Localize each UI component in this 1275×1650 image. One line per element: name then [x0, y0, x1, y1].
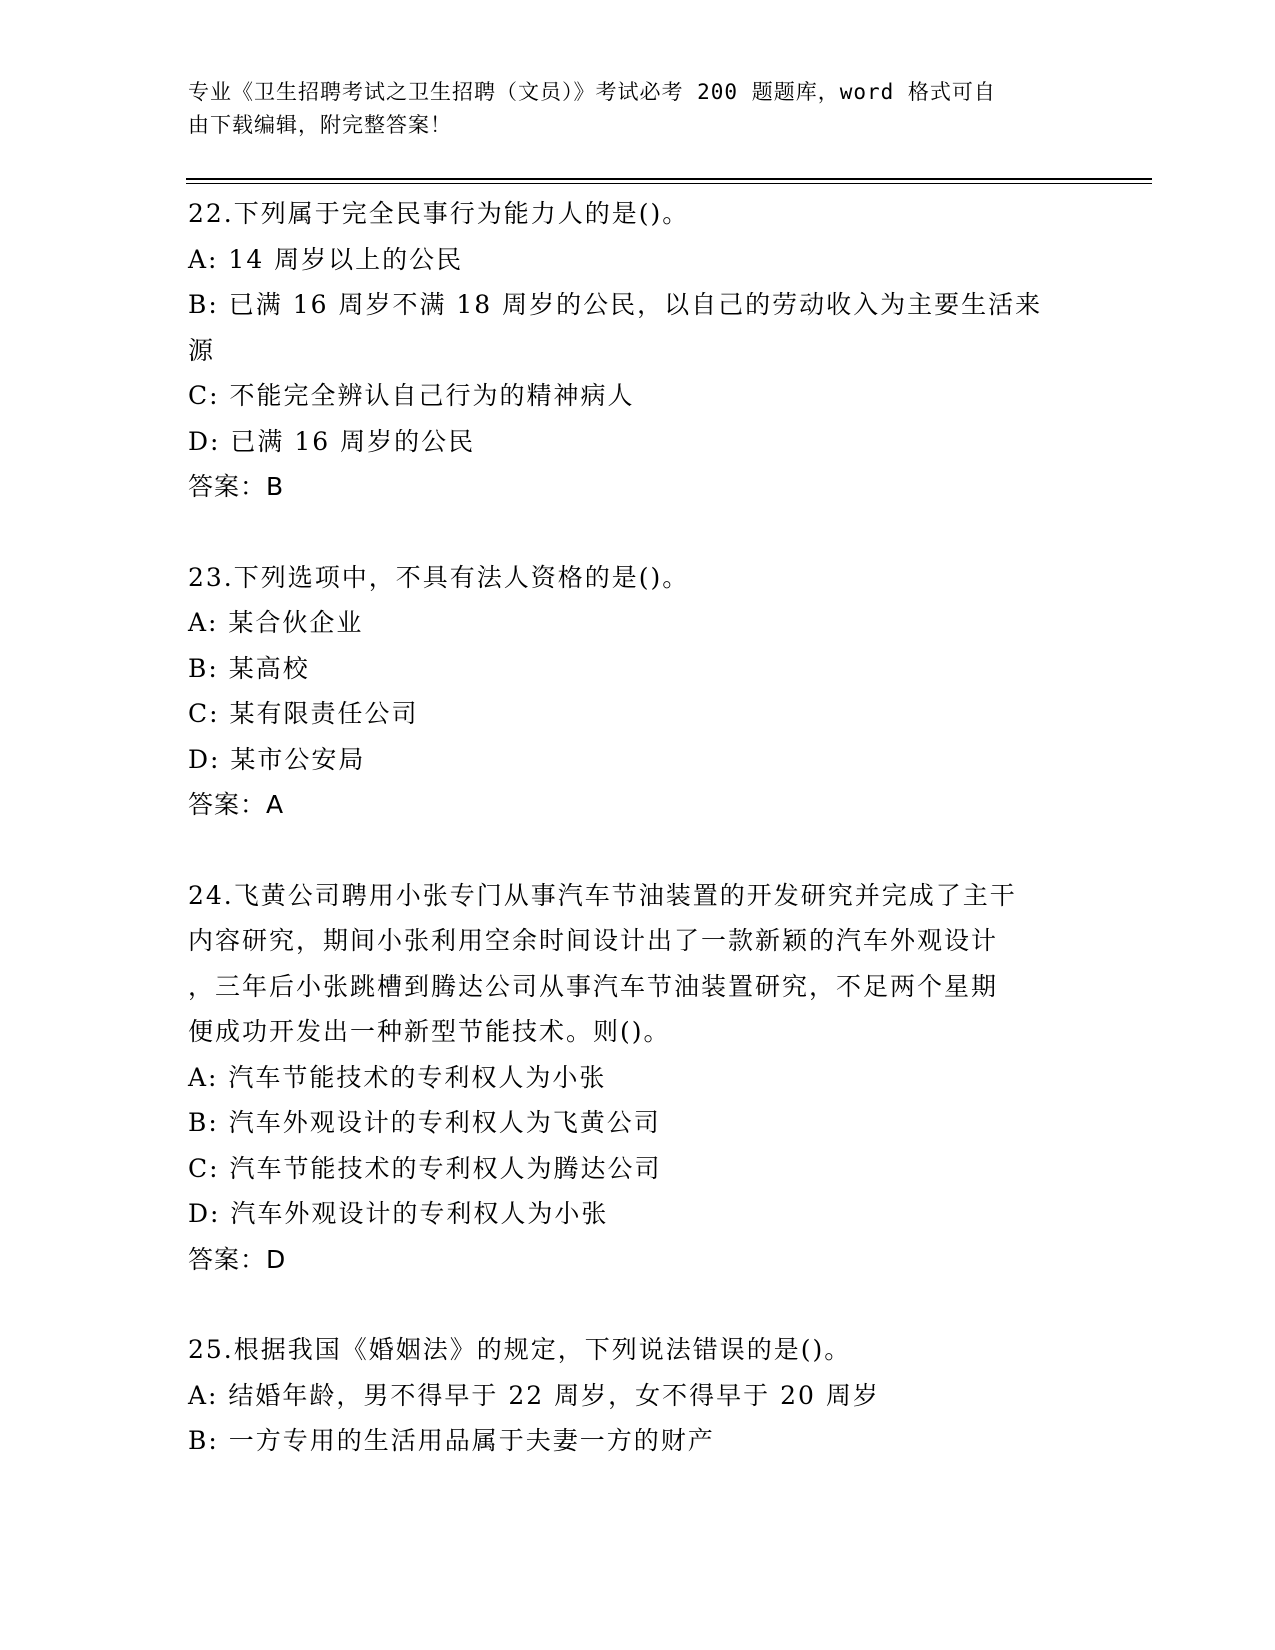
question-block — [188, 873, 1088, 1283]
question-stem-line: 22.下列属于完全民事行为能力人的是()。 — [188, 199, 690, 228]
option-line: C: 某有限责任公司 — [188, 699, 419, 728]
header-divider-thick — [186, 178, 1152, 180]
question-list — [188, 191, 1088, 1509]
document-header — [188, 76, 1068, 142]
question-block — [188, 1327, 1088, 1464]
answer-line: 答案：D — [188, 1244, 287, 1274]
option-line: 源 — [188, 335, 216, 365]
header-line-2: 由下载编辑，附完整答案！ — [188, 113, 452, 137]
answer-line: 答案：B — [188, 472, 285, 501]
question-stem-line: 24.飞黄公司聘用小张专门从事汽车节油装置的开发研究并完成了主干 — [188, 880, 1017, 910]
option-line: D: 某市公安局 — [188, 744, 366, 774]
answer-line: 答案：A — [188, 790, 285, 819]
option-line: B: 某高校 — [188, 653, 310, 683]
option-line: C: 不能完全辨认自己行为的精神病人 — [188, 381, 635, 410]
question-stem-line: 内容研究，期间小张利用空余时间设计出了一款新颖的汽车外观设计 — [188, 926, 999, 955]
question-stem-line: 便成功开发出一种新型节能技术。则()。 — [188, 1017, 671, 1046]
option-line: B: 汽车外观设计的专利权人为飞黄公司 — [188, 1108, 661, 1137]
option-line: C: 汽车节能技术的专利权人为腾达公司 — [188, 1153, 662, 1183]
question-stem-line: ，三年后小张跳槽到腾达公司从事汽车节油装置研究，不足两个星期 — [188, 971, 999, 1001]
option-line: A: 某合伙企业 — [188, 608, 364, 637]
option-line: A: 结婚年龄，男不得早于 22 周岁，女不得早于 20 周岁 — [188, 1380, 880, 1410]
question-stem-line: 23.下列选项中，不具有法人资格的是()。 — [188, 562, 690, 592]
option-line: A: 14 周岁以上的公民 — [188, 244, 464, 274]
header-divider-thin — [186, 183, 1152, 184]
question-block — [188, 555, 1088, 828]
question-block — [188, 191, 1088, 510]
option-line: B: 一方专用的生活用品属于夫妻一方的财产 — [188, 1426, 715, 1455]
header-line-1: 专业《卫生招聘考试之卫生招聘（文员）》考试必考 200 题题库，word 格式可自 — [188, 80, 996, 104]
option-line: A: 汽车节能技术的专利权人为小张 — [188, 1062, 607, 1092]
option-line: D: 汽车外观设计的专利权人为小张 — [188, 1199, 609, 1228]
option-line: B: 已满 16 周岁不满 18 周岁的公民，以自己的劳动收入为主要生活来 — [188, 290, 1043, 319]
option-line: D: 已满 16 周岁的公民 — [188, 426, 476, 456]
question-stem-line: 25.根据我国《婚姻法》的规定，下列说法错误的是()。 — [188, 1335, 852, 1364]
